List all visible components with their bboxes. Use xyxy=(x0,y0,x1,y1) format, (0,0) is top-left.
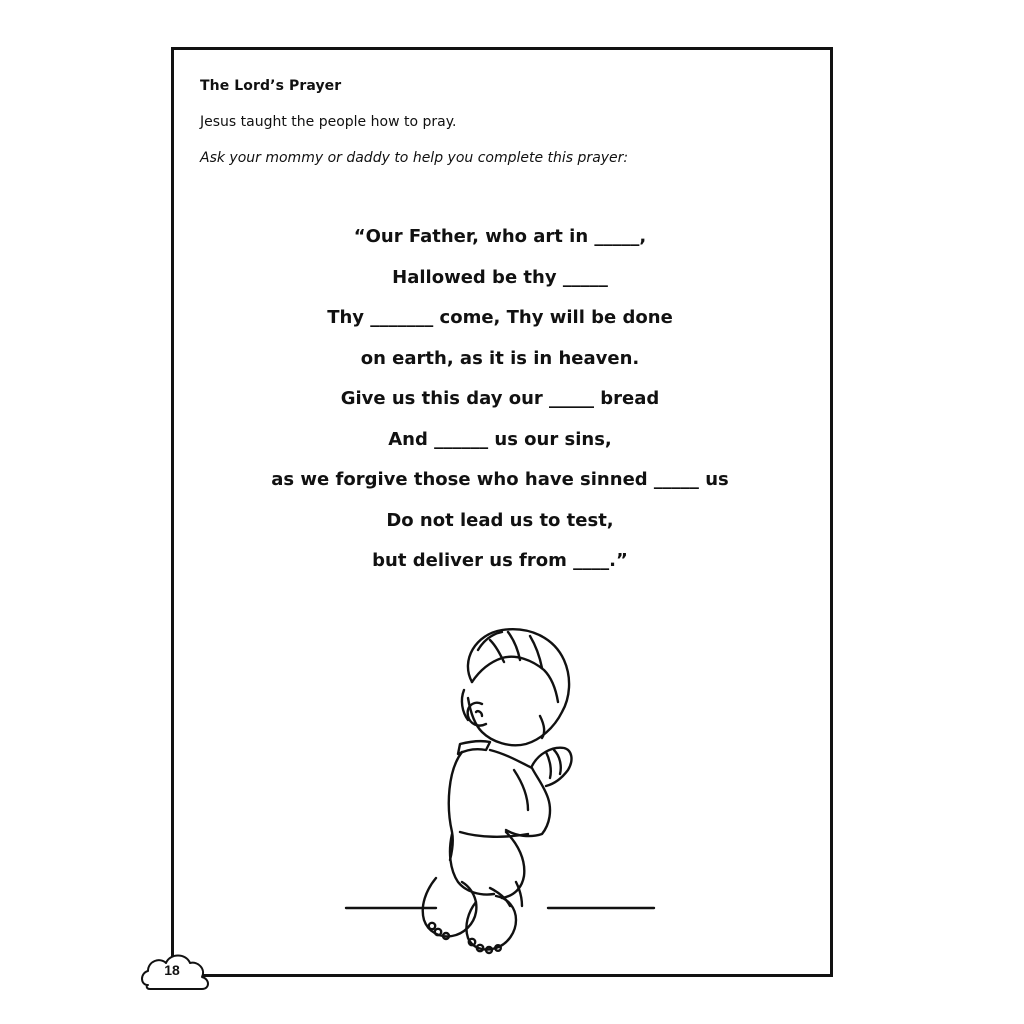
intro-text: Jesus taught the people how to pray. xyxy=(200,114,457,130)
page-title: The Lord’s Prayer xyxy=(200,78,342,94)
prayer-line: Thy _______ come, Thy will be done xyxy=(327,307,673,328)
prayer-line: And ______ us our sins, xyxy=(388,428,612,450)
instruction-text: Ask your mommy or daddy to help you complete this prayer: xyxy=(200,150,629,166)
prayer-text xyxy=(200,222,800,587)
prayer-line: Do not lead us to test, xyxy=(386,509,614,531)
prayer-line: on earth, as it is in heaven. xyxy=(360,347,640,369)
prayer-line: “Our Father, who art in _____, xyxy=(353,226,647,247)
prayer-line: as we forgive those who have sinned _____ us xyxy=(271,469,729,490)
prayer-line: Give us this day our _____ bread xyxy=(340,388,660,409)
page-number: 18 xyxy=(164,962,180,978)
prayer-line: but deliver us from ____.” xyxy=(372,550,628,571)
prayer-line: Hallowed be thy _____ xyxy=(392,266,608,288)
praying-child-illustration xyxy=(340,620,660,960)
